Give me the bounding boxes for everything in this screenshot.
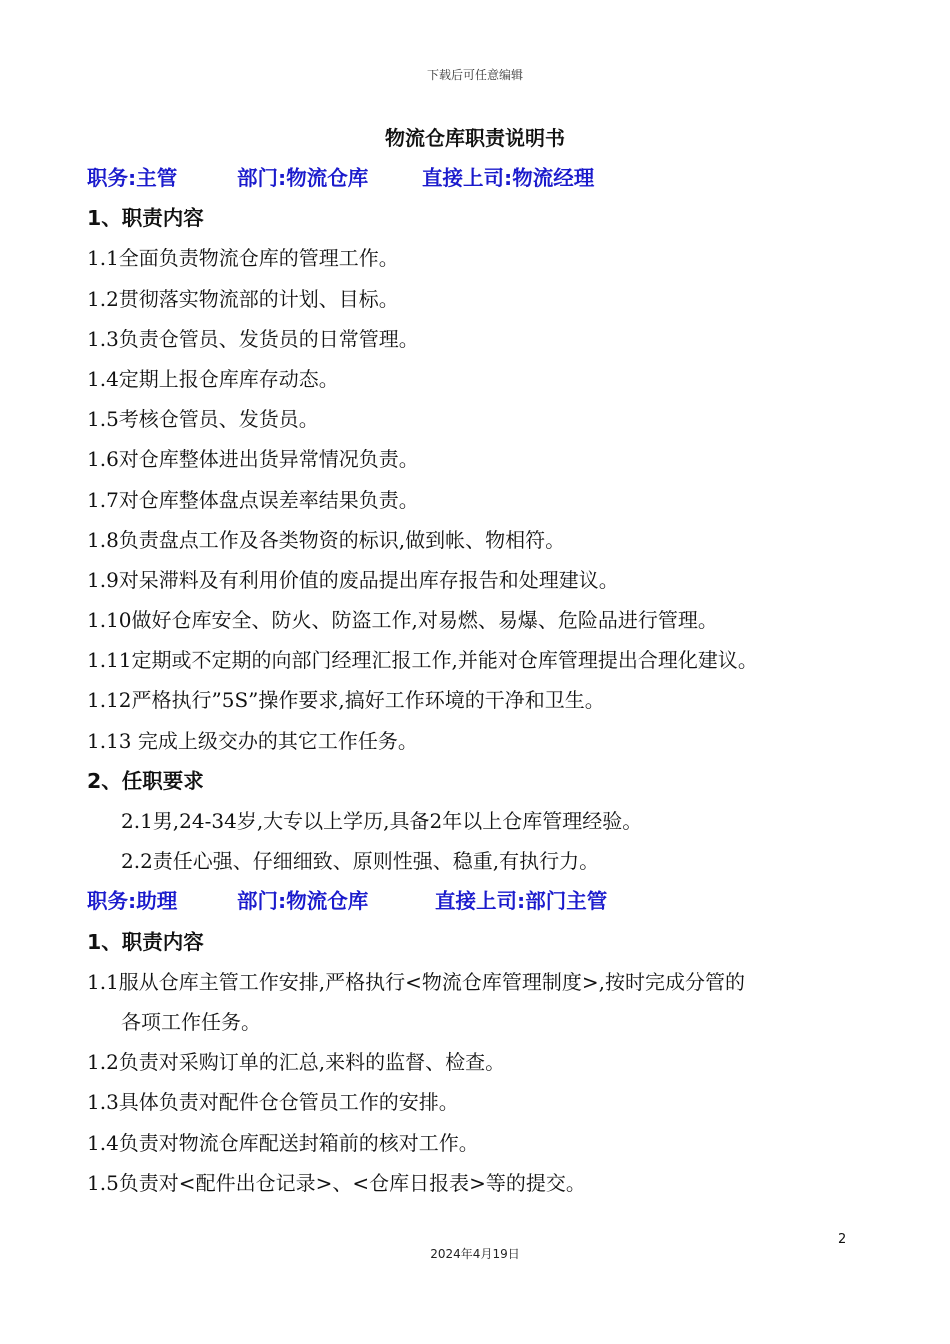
assistant-position: 职务:助理	[87, 889, 178, 914]
supervisor-duties-heading: 1、职责内容	[87, 206, 204, 231]
supervisor-requirements-heading: 2、任职要求	[87, 768, 204, 793]
assistant-boss: 直接上司:部门主管	[435, 889, 608, 914]
supervisor-position: 职务:主管	[87, 166, 178, 190]
duty-item: 1.1全面负责物流仓库的管理工作。	[87, 246, 399, 271]
duty-item: 1.5考核仓管员、发货员。	[87, 407, 319, 432]
duty-item: 1.5负责对<配件出仓记录>、<仓库日报表>等的提交。	[87, 1170, 586, 1195]
duty-item: 1.8负责盘点工作及各类物资的标识,做到帐、物相符。	[87, 527, 566, 552]
document-body	[87, 158, 877, 1203]
duty-item: 1.9对呆滞料及有利用价值的废品提出库存报告和处理建议。	[87, 567, 619, 592]
duty-item: 1.3负责仓管员、发货员的日常管理。	[87, 326, 419, 351]
duty-item: 1.6对仓库整体进出货异常情况负责。	[87, 447, 419, 472]
duty-item: 1.12严格执行”5S”操作要求,搞好工作环境的干净和卫生。	[87, 688, 605, 713]
duty-item: 1.7对仓库整体盘点误差率结果负责。	[87, 487, 419, 512]
assistant-duties-heading: 1、职责内容	[87, 929, 204, 954]
duty-item: 1.2负责对采购订单的汇总,来料的监督、检查。	[87, 1050, 506, 1075]
duty-item: 1.4负责对物流仓库配送封箱前的核对工作。	[87, 1130, 479, 1155]
supervisor-department: 部门:物流仓库	[237, 166, 369, 190]
duty-item: 1.3具体负责对配件仓仓管员工作的安排。	[87, 1090, 459, 1115]
footer-date: 2024年4月19日	[430, 1247, 520, 1261]
duty-item: 1.1服从仓库主管工作安排,严格执行<物流仓库管理制度>,按时完成分管的	[87, 969, 746, 994]
requirement-item: 2.2责任心强、仔细细致、原则性强、稳重,有执行力。	[121, 849, 600, 874]
assistant-role-line	[87, 881, 877, 921]
assistant-department: 部门:物流仓库	[237, 889, 369, 914]
duty-item: 1.4定期上报仓库库存动态。	[87, 366, 339, 391]
header-note: 下载后可任意编辑	[426, 68, 523, 82]
requirement-item: 2.1男,24-34岁,大专以上学历,具备2年以上仓库管理经验。	[121, 809, 643, 833]
document-title: 物流仓库职责说明书	[385, 126, 565, 150]
duty-item: 1.11定期或不定期的向部门经理汇报工作,并能对仓库管理提出合理化建议。	[87, 648, 758, 673]
duty-item: 1.13 完成上级交办的其它工作任务。	[87, 728, 418, 753]
duty-item-continuation: 各项工作任务。	[121, 1009, 261, 1034]
duty-item: 1.2贯彻落实物流部的计划、目标。	[87, 286, 399, 311]
duty-item: 1.10做好仓库安全、防火、防盗工作,对易燃、易爆、危险品进行管理。	[87, 608, 718, 633]
supervisor-boss: 直接上司:物流经理	[422, 166, 595, 190]
supervisor-role-line	[87, 158, 877, 198]
page-number: 2	[838, 1232, 847, 1247]
